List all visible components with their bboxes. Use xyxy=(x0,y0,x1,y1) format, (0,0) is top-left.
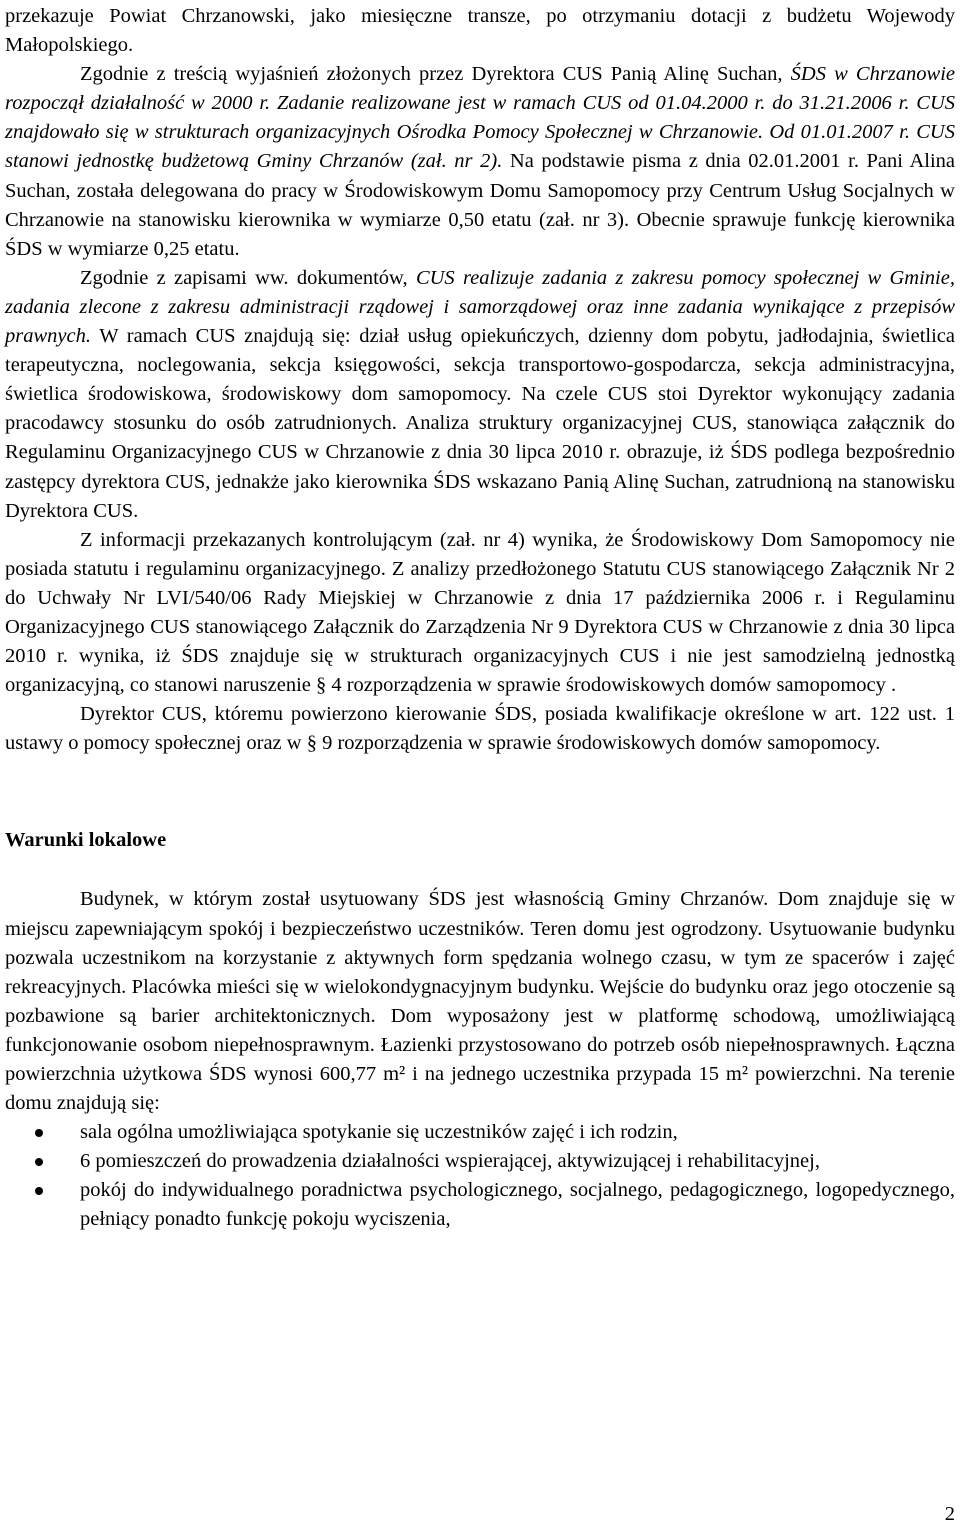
text-segment: Na podstawie pisma z dnia 02.01.2001 r. Pani Alina Suchan, została delegowana do pracy w Środowiskowym Domu Samopomocy przy Centrum Usług Socjalnych w Chrzanowie na stanowisku kierownika w wymiarze 0,50 etatu (zał. nr 3). Obecnie sprawuje funkcję kierownika ŚDS w wymiarze 0,25 etatu. xyxy=(5,150,955,260)
paragraph-budget-transfer xyxy=(5,2,955,60)
list-item-text: sala ogólna umożliwiająca spotykanie się uczestników zajęć i ich rodzin, xyxy=(80,1121,678,1144)
list-item xyxy=(5,1147,955,1176)
paragraph-building-description xyxy=(5,885,955,1118)
text-segment: Zgodnie z treścią wyjaśnień złożonych przez Dyrektora CUS Panią Alinę Suchan, xyxy=(80,63,791,86)
paragraph-cus-structure xyxy=(5,264,955,526)
list-item-text: pokój do indywidualnego poradnictwa psychologicznego, socjalnego, pedagogicznego, logopedycznego, pełniący ponadto funkcję pokoju wyciszenia, xyxy=(80,1179,955,1231)
paragraph-statute-analysis xyxy=(5,526,955,701)
rooms-list xyxy=(5,1118,955,1234)
document-page xyxy=(5,0,955,1235)
text-segment: Z informacji przekazanych kontrolującym (zał. nr 4) wynika, że Środowiskowy Dom Samopomocy nie posiada statutu i regulaminu organizacyjnego. Z analizy przedłożonego Statutu CUS stanowiącego Załącznik Nr 2 do Uchwały Nr LVI/540/06 Rady Miejskiej w Chrzanowie z dnia 17 października 2006 r. i Regulaminu Organizacyjnego CUS stanowiącego Załącznik do Zarządzenia Nr 9 Dyrektora CUS w Chrzanowie z dnia 30 lipca 2010 r. wynika, iż ŚDS znajduje się w strukturach organizacyjnych CUS i nie jest samodzielną jednostką organizacyjną, co stanowi naruszenie § 4 rozporządzenia w sprawie środowiskowych domów samopomocy . xyxy=(5,528,955,697)
list-item xyxy=(5,1176,955,1234)
paragraph-cus-history xyxy=(5,60,955,264)
italic-text-segment: ŚDS w Chrzanowie rozpoczął działalność w 2000 r. Zadanie realizowane jest w ramach CUS od 01.04.2000 r. do 31.21.2006 r. CUS znajdowało się w strukturach organizacyjnych Ośrodka Pomocy Społecznej w Chrzanowie. Od 01.01.2007 r. CUS stanowi jednostkę budżetową Gminy Chrzanów (zał. nr 2). xyxy=(5,63,956,173)
text-segment: W ramach CUS znajdują się: dział usług opiekuńczych, dzienny dom pobytu, jadłodajnia, świetlica terapeutyczna, noclegowania, sekcja księgowości, sekcja transportowo-gospodarcza, sekcja administracyjna, świetlica środowiskowa, środowiskowy dom samopomocy. Na czele CUS stoi Dyrektor wykonujący zadania pracodawcy stosunku do osób zatrudnionych. Analiza struktury organizacyjnej CUS, stanowiąca załącznik do Regulaminu Organizacyjnego CUS w Chrzanowie z dnia 30 lipca 2010 r. obrazuje, iż ŚDS podlega bezpośrednio zastępcy dyrektora CUS, jednakże jako kierownika ŚDS wskazano Panią Alinę Suchan, zatrudnioną na stanowisku Dyrektora CUS. xyxy=(5,325,955,522)
text-segment: Dyrektor CUS, któremu powierzono kierowanie ŚDS, posiada kwalifikacje określone w art. 122 ust. 1 ustawy o pomocy społecznej oraz w § 9 rozporządzenia w sprawie środowiskowych domów samopomocy. xyxy=(5,703,955,755)
section-heading-warunki-lokalowe: Warunki lokalowe xyxy=(5,829,167,852)
bullet-icon xyxy=(35,1158,43,1166)
text-segment: Zgodnie z zapisami ww. dokumentów, xyxy=(80,266,416,289)
italic-text-segment: CUS realizuje zadania z zakresu pomocy społecznej w Gminie, zadania zlecone z zakresu administracji rządowej i samorządowej oraz inne zadania wynikające z przepisów prawnych. xyxy=(5,266,955,348)
bullet-icon xyxy=(35,1129,43,1137)
text-segment: przekazuje Powiat Chrzanowski, jako miesięczne transze, po otrzymaniu dotacji z budżetu Wojewody Małopolskiego. xyxy=(5,5,955,57)
text-segment: Budynek, w którym został usytuowany ŚDS jest własnością Gminy Chrzanów. Dom znajduje się w miejscu zapewniającym spokój i bezpieczeństwo uczestników. Teren domu jest ogrodzony. Usytuowanie budynku pozwala uczestnikom na korzystanie z aktywnych form spędzania wolnego czasu, w tym ze spacerów i zajęć rekreacyjnych. Placówka mieści się w wielokondygnacyjnym budynku. Wejście do budynku oraz jego otoczenie są pozbawione są barier architektonicznych. Dom wyposażony jest w platformę schodową, umożliwiającą funkcjonowanie osobom niepełnosprawnym. Łazienki przystosowano do potrzeb osób niepełnosprawnych. Łączna powierzchnia użytkowa ŚDS wynosi 600,77 m² i na jednego uczestnika przypada 15 m² powierzchni. Na terenie domu znajdują się: xyxy=(5,888,955,1115)
paragraph-director-qualifications xyxy=(5,700,955,758)
bullet-icon xyxy=(35,1187,43,1195)
list-item-text: 6 pomieszczeń do prowadzenia działalności wspierającej, aktywizującej i rehabilitacyjnej, xyxy=(80,1150,820,1173)
list-item xyxy=(5,1118,955,1147)
page-number: 2 xyxy=(944,1503,955,1525)
